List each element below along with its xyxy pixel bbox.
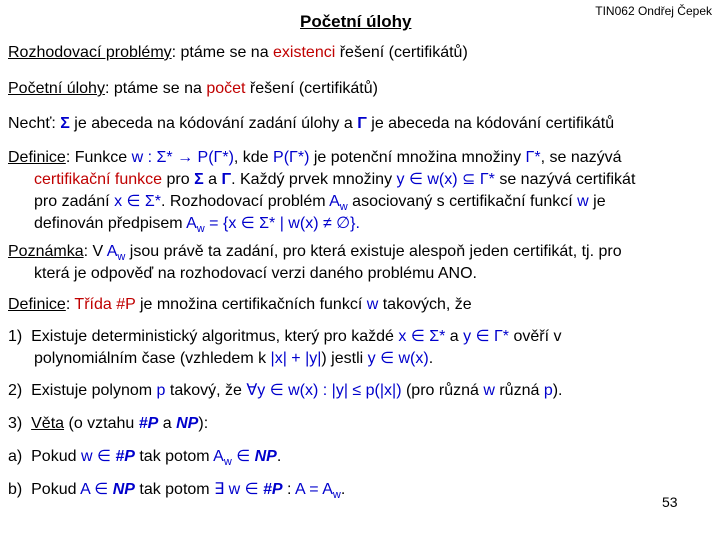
text: takový, že — [165, 382, 247, 399]
math: #P — [115, 448, 135, 465]
math: = {x ∈ Σ* | w(x) ≠ ∅}. — [204, 215, 360, 232]
text: takových, že — [378, 296, 472, 313]
text: se nazývá certifikát — [494, 171, 636, 188]
math: A — [106, 243, 118, 260]
text: : Funkce — [65, 149, 132, 166]
text: , se nazývá — [540, 149, 622, 166]
math: A — [329, 193, 340, 210]
page-number: 53 — [662, 494, 678, 510]
text: Existuje polynom — [31, 382, 157, 399]
text: a — [158, 415, 177, 432]
term: Poznámka — [8, 243, 84, 260]
math: A — [186, 215, 197, 232]
math: A — [213, 448, 224, 465]
math: #P — [138, 415, 159, 432]
paragraph-counting-problems — [8, 78, 378, 100]
term: Věta — [31, 415, 65, 432]
highlight: certifikační funkce — [34, 171, 163, 188]
math: Γ* — [525, 149, 541, 166]
math: ∈ — [92, 448, 116, 465]
subscript: w — [332, 489, 341, 502]
math: w — [366, 296, 379, 313]
text: řešení (certifikátů) — [245, 80, 378, 97]
highlight: Třída #P — [74, 296, 136, 313]
subscript: w — [196, 223, 205, 236]
math: y ∈ w(x) — [367, 350, 429, 367]
math: A = A — [295, 481, 333, 498]
item-number: b) — [8, 481, 23, 498]
text: jsou právě ta zadání, pro která existuje alespoň jeden certifikát, tj. pro — [125, 243, 622, 260]
text: . Každý prvek množiny — [231, 171, 397, 188]
text: (o vztahu — [64, 415, 139, 432]
math: #P — [263, 481, 283, 498]
text: (pro různá — [401, 382, 484, 399]
subscript: w — [339, 201, 348, 214]
term: Definice — [8, 296, 66, 313]
math: |x| + |y| — [270, 350, 322, 367]
paragraph-alphabets — [8, 113, 614, 135]
subscript: w — [117, 251, 126, 264]
text: Existuje deterministický algoritmus, který pro každé — [31, 328, 399, 345]
item-number: 2) — [8, 382, 23, 399]
text: . — [340, 481, 346, 498]
text: . — [428, 350, 434, 367]
text: . — [276, 448, 282, 465]
definition-1-line-1 — [8, 147, 622, 169]
term: Rozhodovací problémy — [8, 44, 172, 61]
text: různá — [494, 382, 544, 399]
item-a — [8, 446, 281, 468]
note-line-2 — [34, 263, 477, 285]
page-title: Početní úlohy — [300, 12, 412, 31]
item-2 — [8, 380, 563, 402]
text: je — [588, 193, 606, 210]
math-sigma: Σ — [60, 115, 70, 132]
math: x ∈ Σ* — [398, 328, 446, 345]
math: w — [483, 382, 495, 399]
text: definován předpisem — [34, 215, 187, 232]
text: ). — [552, 382, 563, 399]
definition-1-line-2 — [34, 169, 635, 191]
text: tak potom — [134, 481, 215, 498]
math: w : Σ* → P(Γ*) — [131, 149, 234, 166]
definition-1-line-4 — [34, 213, 360, 235]
text: tak potom — [134, 448, 214, 465]
text: a — [445, 328, 464, 345]
text: : V — [83, 243, 107, 260]
course-label: TIN062 Ondřej Čepek — [595, 4, 712, 18]
text: Pokud — [31, 481, 81, 498]
text: je potenční množina množiny — [309, 149, 526, 166]
text: : ptáme se na — [104, 80, 207, 97]
text: a — [203, 171, 222, 188]
math: NP — [112, 481, 135, 498]
text: . Rozhodovací problém — [161, 193, 330, 210]
math: Σ — [194, 171, 204, 188]
text: pro — [162, 171, 195, 188]
text: řešení (certifikátů) — [335, 44, 468, 61]
text: : — [282, 481, 296, 498]
math: w — [577, 193, 589, 210]
item-1-line-2 — [34, 348, 433, 370]
math: w — [80, 448, 93, 465]
math: NP — [176, 415, 199, 432]
text: ) jestli — [321, 350, 368, 367]
math: y ∈ w(x) ⊆ Γ* — [396, 171, 495, 188]
math: y ∈ Γ* — [463, 328, 509, 345]
text: je množina certifikačních funkcí — [135, 296, 367, 313]
note-line-1 — [8, 241, 622, 263]
definition-2 — [8, 294, 472, 316]
math: ∈ — [89, 481, 113, 498]
highlight: počet — [206, 80, 246, 97]
item-number: 3) — [8, 415, 23, 432]
text: Pokud — [31, 448, 81, 465]
math: Γ — [221, 171, 232, 188]
math: x ∈ Σ* — [114, 193, 162, 210]
math: NP — [254, 448, 277, 465]
term: Definice — [8, 149, 66, 166]
definition-1-line-3 — [34, 191, 606, 213]
math: A — [80, 481, 90, 498]
text: , kde — [233, 149, 274, 166]
paragraph-decision-problems — [8, 42, 468, 64]
math: p — [543, 382, 553, 399]
text: asociovaný s certifikační funkcí — [347, 193, 578, 210]
item-b — [8, 479, 345, 501]
math: ∃ w ∈ — [214, 481, 264, 498]
text: ): — [198, 415, 209, 432]
math: P(Γ*) — [273, 149, 310, 166]
text: pro zadání — [34, 193, 115, 210]
math-gamma: Γ — [357, 115, 367, 132]
text: je abeceda na kódování certifikátů — [366, 115, 615, 132]
math: ∈ — [231, 448, 255, 465]
text: ověří v — [509, 328, 562, 345]
item-3 — [8, 413, 208, 435]
text: která je odpověď na rozhodovací verzi daného problému ANO. — [34, 265, 477, 282]
math: p — [156, 382, 166, 399]
item-1-line-1 — [8, 326, 561, 348]
subscript: w — [223, 456, 232, 469]
math: ∀y ∈ w(x) : |y| ≤ p(|x|) — [246, 382, 402, 399]
item-number: a) — [8, 448, 23, 465]
term: Početní úlohy — [8, 80, 105, 97]
item-number: 1) — [8, 328, 23, 345]
text: je abeceda na kódování zadání úlohy a — [69, 115, 358, 132]
text: : ptáme se na — [171, 44, 274, 61]
highlight: existenci — [273, 44, 336, 61]
text: : — [65, 296, 75, 313]
text: Nechť: — [8, 115, 61, 132]
text: polynomiálním čase (vzhledem k — [34, 350, 271, 367]
